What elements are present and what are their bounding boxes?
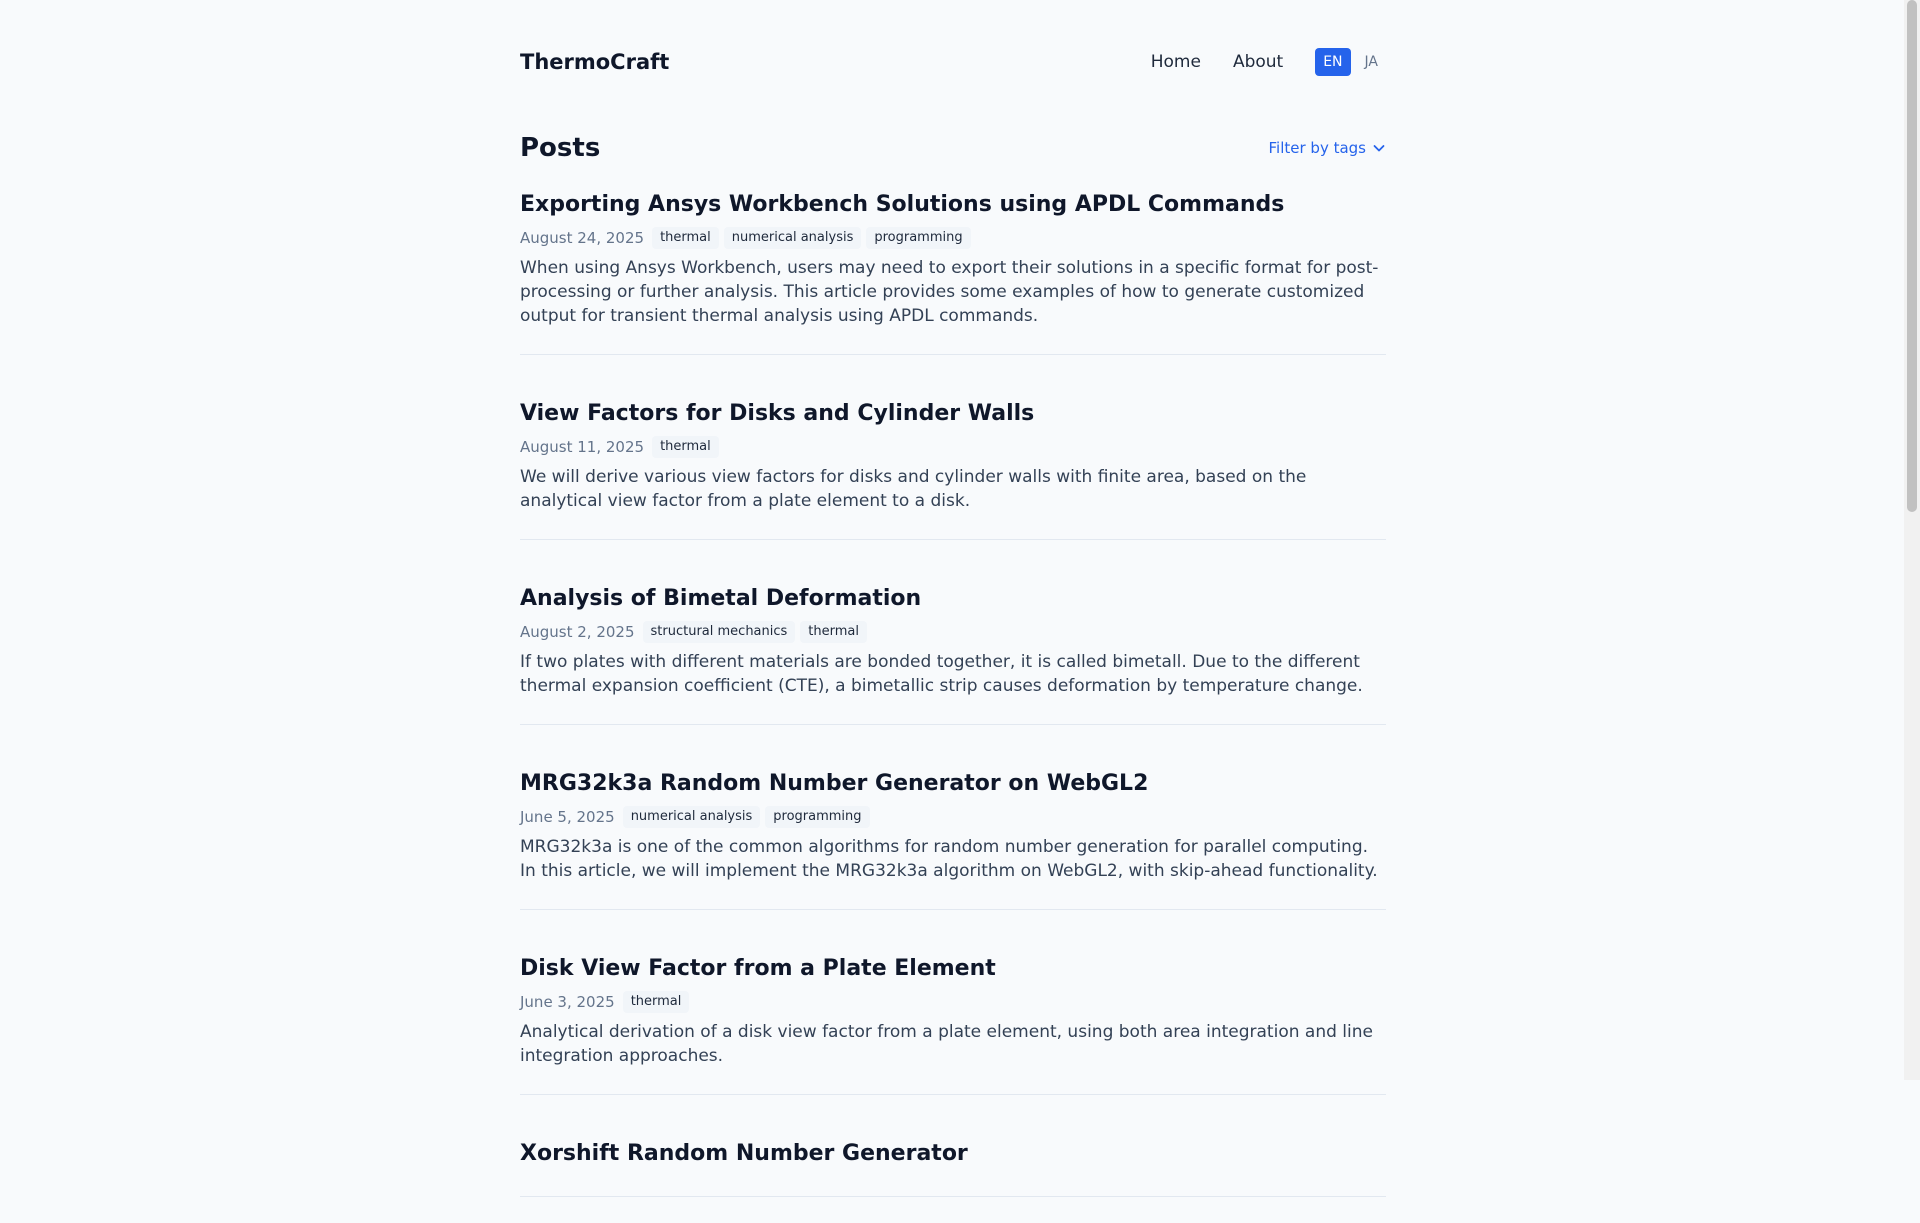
post-summary: If two plates with different materials are bonded together, it is called bimetall. Due to the different thermal expansion coefficient (CTE), a bimetallic strip causes deformation by temperature change.	[520, 652, 1363, 696]
post-summary: When using Ansys Workbench, users may need to export their solutions in a specific format for post-processing or further analysis. This article provides some examples of how to generate customized output for transient thermal analysis using APDL commands.	[520, 258, 1379, 326]
scrollbar-track[interactable]	[1904, 0, 1920, 1080]
scrollbar-thumb[interactable]	[1907, 0, 1917, 512]
post-item	[520, 751, 1386, 910]
post-summary: MRG32k3a is one of the common algorithms for random number generation for parallel computing. In this article, we will implement the MRG32k3a algorithm on WebGL2, with skip-ahead functionality.	[520, 837, 1378, 881]
post-item	[520, 566, 1386, 725]
posts-title: Posts	[520, 133, 601, 163]
tag-badge[interactable]: thermal	[623, 991, 690, 1013]
post-date: June 5, 2025	[520, 808, 615, 826]
tag-badge[interactable]: thermal	[652, 436, 719, 458]
post-item	[520, 381, 1386, 540]
chevron-down-icon	[1372, 141, 1386, 155]
post-date: August 24, 2025	[520, 229, 645, 247]
content-container	[520, 0, 1386, 1223]
lang-ja-button[interactable]: JA	[1364, 54, 1378, 70]
site-brand[interactable]: ThermoCraft	[520, 50, 670, 74]
nav-home-link[interactable]: Home	[1150, 52, 1201, 72]
tag-badge[interactable]: programming	[765, 806, 869, 828]
post-title-link[interactable]: MRG32k3a Random Number Generator on WebGL2	[520, 771, 1149, 796]
post-title-link[interactable]: Exporting Ansys Workbench Solutions using APDL Commands	[520, 192, 1285, 217]
post-item	[520, 172, 1386, 355]
site-header	[520, 0, 1386, 124]
post-meta	[520, 436, 1386, 458]
post-date: August 11, 2025	[520, 438, 645, 456]
post-meta	[520, 991, 1386, 1013]
post-item	[520, 1121, 1386, 1197]
post-title-link[interactable]: View Factors for Disks and Cylinder Walls	[520, 401, 1035, 426]
nav-about-link[interactable]: About	[1232, 52, 1284, 72]
filter-label: Filter by tags	[1268, 139, 1366, 157]
tag-badge[interactable]: thermal	[800, 621, 867, 643]
post-date: June 3, 2025	[520, 993, 615, 1011]
post-meta	[520, 227, 1386, 249]
post-meta	[520, 621, 1386, 643]
post-summary: We will derive various view factors for disks and cylinder walls with finite area, based on the analytical view factor from a plate element to a disk.	[520, 467, 1307, 511]
tag-badge[interactable]: structural mechanics	[643, 621, 796, 643]
post-meta	[520, 806, 1386, 828]
posts-header	[520, 124, 1386, 172]
post-date: August 2, 2025	[520, 623, 635, 641]
lang-en-button[interactable]: EN	[1315, 48, 1350, 76]
post-title-link[interactable]: Xorshift Random Number Generator	[520, 1141, 968, 1166]
posts-section	[520, 124, 1386, 1197]
main-nav	[1151, 48, 1386, 76]
tag-badge[interactable]: thermal	[652, 227, 719, 249]
post-item	[520, 936, 1386, 1095]
post-list	[520, 172, 1386, 1197]
tag-badge[interactable]: programming	[866, 227, 970, 249]
post-summary: Analytical derivation of a disk view factor from a plate element, using both area integration and line integration approaches.	[520, 1022, 1373, 1066]
post-title-link[interactable]: Analysis of Bimetal Deformation	[520, 586, 922, 611]
post-title-link[interactable]: Disk View Factor from a Plate Element	[520, 956, 996, 981]
tag-badge[interactable]: numerical analysis	[724, 227, 862, 249]
language-switcher	[1315, 48, 1386, 76]
filter-by-tags-button[interactable]	[1269, 139, 1387, 157]
tag-badge[interactable]: numerical analysis	[623, 806, 761, 828]
